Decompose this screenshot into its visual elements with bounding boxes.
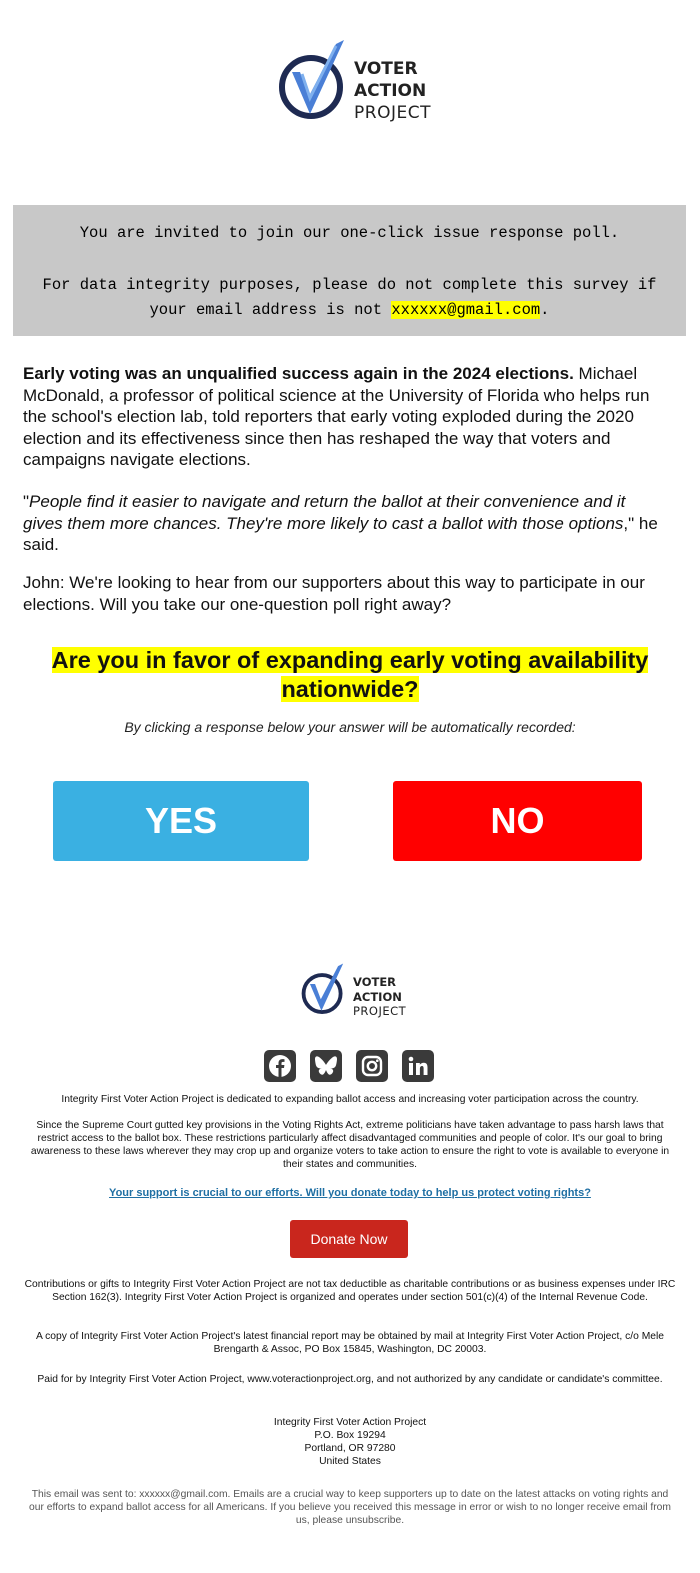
yes-button[interactable]: YES [53,781,309,861]
footer-donate-link-row [0,1187,700,1199]
footer-unsubscribe-note: This email was sent to: xxxxxx@gmail.com. Emails are a crucial way to keep supporters up to date on the latest attacks on voting rights and our efforts to expand ballot access for all Americans. If you believe you received this message in error or wish to no longer receive email from us, please unsubscribe. [29,1489,671,1526]
bluesky-icon[interactable] [310,1050,342,1082]
logo-line-action: ACTION [354,81,427,101]
article-lead: Early voting was an unqualified success again in the 2024 elections. [23,364,574,383]
notice-line-2-end: . [540,301,550,319]
article-paragraph-1 [23,363,663,471]
instagram-icon[interactable] [356,1050,388,1082]
footer-financial-report: A copy of Integrity First Voter Action Project's latest financial report may be obtained by mail at Integrity First Voter Action Project, c/o Mele Brengarth & Assoc, PO Box 15845, Washington, DC 20003. [35,1331,665,1355]
poll-invite-notice [13,205,686,336]
linkedin-icon[interactable] [402,1050,434,1082]
footer-tax-disclaimer: Contributions or gifts to Integrity First Voter Action Project are not tax deductible as charitable contributions or as business expenses under IRC Section 162(3). Integrity First Voter Action Project is organized and operates under section 501(c)(4) of the Internal Revenue Code. [24,1279,676,1303]
quote-open: " [23,492,30,511]
donate-now-button[interactable]: Donate Now [290,1220,408,1258]
poll-question-text: Are you in favor of expanding early voting availability nationwide? [51,647,649,702]
quote-attribution: ," he said. [23,513,658,554]
poll-question [0,646,700,704]
footer-address [24,1416,676,1468]
notice-line-2 [13,273,686,323]
article-quote [23,491,663,556]
checkmark-logo-icon [301,962,347,1020]
address-line: Integrity First Voter Action Project [273,1417,427,1428]
address-line: P.O. Box 19294 [314,1430,386,1441]
footer-logo [301,962,411,1022]
header-logo [278,38,431,128]
logo-line-voter: VOTER [354,59,418,79]
address-line: United States [319,1456,381,1467]
poll-note: By clicking a response below your answer will be automatically recorded: [124,719,576,735]
footer-paid-for: Paid for by Integrity First Voter Action Project, www.voteractionproject.org, and not authorized by any candidate or candidate's committee. [37,1374,663,1385]
footer-context: Since the Supreme Court gutted key provisions in the Voting Rights Act, extreme politicians have taken advantage to pass harsh laws that restrict access to the ballot box. These restrictions particularly affect disadvantaged communities and people of color. It's our goal to bring awareness to these laws wherever they may crop up and organize voters to take action to ensure the right to vote is available to everyone in their states and communities. [30,1120,670,1170]
notice-line-2-text: For data integrity purposes, please do not complete this survey if your email address is not [42,276,657,319]
no-button[interactable]: NO [393,781,642,861]
footer-logo-line-action: ACTION [353,989,402,1004]
footer-mission: Integrity First Voter Action Project is dedicated to expanding ballot access and increasing voter participation across the country. [61,1094,639,1105]
address-line: Portland, OR 97280 [304,1443,396,1454]
donate-link[interactable]: Your support is crucial to our efforts. Will you donate today to help us protect voting rights? [109,1187,591,1199]
facebook-icon[interactable] [264,1050,296,1082]
logo-line-project: PROJECT [354,103,431,123]
checkmark-logo-icon [278,38,350,128]
notice-line-1: You are invited to join our one-click issue response poll. [79,224,620,242]
footer-logo-wordmark [353,975,406,1019]
footer-logo-line-voter: VOTER [353,975,397,989]
notice-email-highlight: xxxxxx@gmail.com [391,301,541,319]
quote-text: People find it easier to navigate and return the ballot at their convenience and it gives them more chances. They're more likely to cast a ballot with those options [23,492,626,533]
article-paragraph-3: John: We're looking to hear from our supporters about this way to participate in our elections. Will you take our one-question poll right away? [23,573,645,614]
logo-wordmark [354,58,431,124]
footer-logo-line-project: PROJECT [353,1004,407,1018]
article-paragraph-1-text: Michael McDonald, a professor of political science at the University of Florida who helps run the school's election lab, told reporters that early voting exploded during the 2020 election and its effectiveness since then has reshaped the way that voters and campaigns navigate elections. [23,364,650,469]
